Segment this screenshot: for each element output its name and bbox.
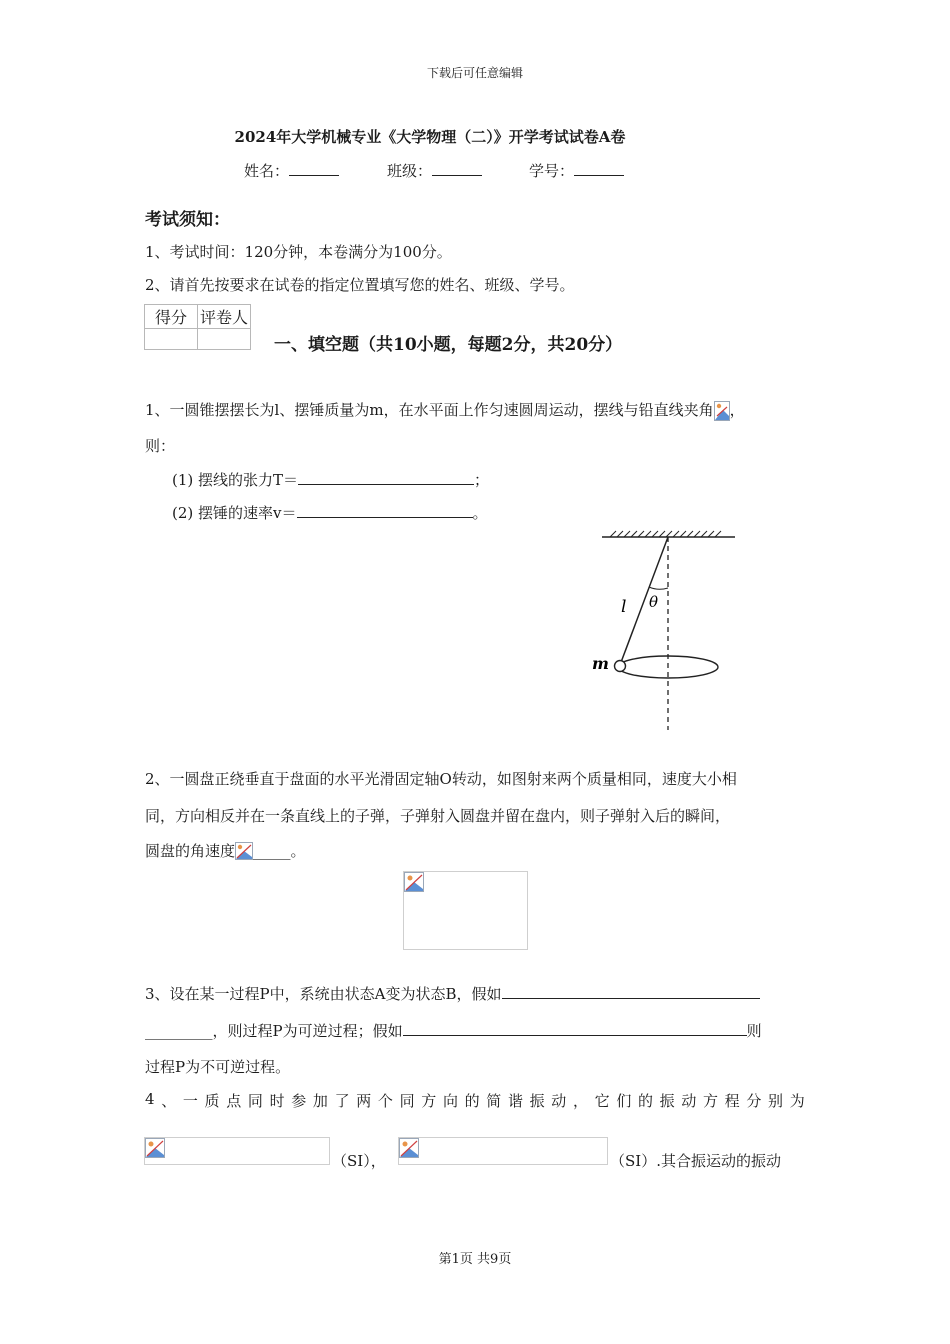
q4-line1 [145, 1090, 805, 1111]
broken-image-icon [714, 401, 730, 421]
q3-blank-3 [403, 1021, 747, 1036]
notice-item: 2、请首先按要求在试卷的指定位置填写您的姓名、班级、学号。 [145, 276, 575, 294]
q1-stem [145, 399, 745, 421]
page-number: 第1页 共9页 [438, 1252, 512, 1267]
q3-line2-end: 则 [746, 1022, 762, 1040]
q2-line2: 同，方向相反并在一条直线上的子弹，子弹射入圆盘并留在盘内，则子弹射入后的瞬间， [145, 807, 731, 825]
name-blank [289, 161, 339, 176]
q4-char: 它 [594, 1092, 610, 1110]
score-cell [145, 329, 198, 350]
q4-char: 分 [746, 1092, 762, 1110]
q3-blank-2: _________ [145, 1022, 213, 1040]
q2-line3-text: 圆盘的角速度 [145, 842, 236, 860]
broken-image-icon [145, 1138, 165, 1158]
id-label: 学号： [529, 162, 575, 180]
class-label: 班级： [387, 162, 433, 180]
q4-char: 向 [442, 1092, 458, 1110]
student-id-field [529, 160, 624, 181]
grader-header: 评卷人 [198, 305, 251, 329]
q3-line1 [145, 983, 760, 1004]
q1-part1-end: ； [474, 471, 490, 489]
q4-char: 、 [161, 1092, 177, 1110]
conical-pendulum-figure [580, 525, 750, 735]
header-note: 下载后可任意编辑 [426, 66, 523, 80]
q4-char: 振 [529, 1092, 545, 1110]
q4-char: 动 [681, 1092, 697, 1110]
equation-2-placeholder [398, 1137, 608, 1165]
q4-char: 的 [637, 1092, 653, 1110]
q4-char: 加 [312, 1092, 328, 1110]
exam-title: 2024年大学机械专业《大学物理（二）》开学考试试卷A卷 [234, 128, 626, 146]
notice-item: 1、考试时间：120分钟，本卷满分为100分。 [145, 243, 452, 261]
q4-char: 振 [659, 1092, 675, 1110]
broken-image-icon [399, 1138, 419, 1158]
id-blank [574, 161, 624, 176]
q4-char: 的 [464, 1092, 480, 1110]
q4-char: 同 [247, 1092, 263, 1110]
q4-char: 参 [291, 1092, 307, 1110]
q4-char: 们 [616, 1092, 632, 1110]
q1-part1 [172, 469, 489, 490]
q1-part2-text: (2) 摆锤的速率v＝ [172, 504, 297, 522]
name-label: 姓名： [244, 162, 290, 180]
notice-heading: 考试须知： [145, 210, 230, 230]
q1-stem-text: 1、一圆锥摆摆长为l、摆锤质量为m，在水平面上作匀速圆周运动，摆线与铅直线夹角 [145, 401, 714, 419]
q4-char: 谐 [507, 1092, 523, 1110]
q2-line3-end: _____。 [253, 842, 306, 860]
q4-char: 一 [182, 1092, 198, 1110]
grader-cell [198, 329, 251, 350]
class-field [387, 160, 482, 181]
q2-line1: 2、一圆盘正绕垂直于盘面的水平光滑固定轴O转动，如图射来两个质量相同，速度大小相 [145, 770, 737, 788]
q4-char: 个 [377, 1092, 393, 1110]
q3-blank-1 [502, 984, 760, 999]
score-header: 得分 [145, 305, 198, 329]
q4-char: 方 [703, 1092, 719, 1110]
q4-char: 时 [269, 1092, 285, 1110]
class-blank [432, 161, 482, 176]
q4-char: 了 [334, 1092, 350, 1110]
q3-line3: 过程P为不可逆过程。 [145, 1058, 291, 1076]
q1-part2-blank [297, 503, 473, 518]
q4-char: 质 [204, 1092, 220, 1110]
q4-char: 同 [399, 1092, 415, 1110]
pendulum-string [620, 537, 668, 665]
section-title: 一、填空题（共10小题，每题2分，共20分） [274, 335, 623, 355]
length-label: l [621, 597, 627, 617]
q4-char: ， [572, 1092, 588, 1110]
q1-part2-end: 。 [472, 504, 488, 522]
q4-char: 简 [486, 1092, 502, 1110]
pendulum-bob [615, 661, 626, 672]
q3-line2 [145, 1020, 762, 1041]
score-table [144, 304, 251, 350]
q4-char: 两 [356, 1092, 372, 1110]
q1-part1-blank [298, 470, 474, 485]
q4-char: 点 [226, 1092, 242, 1110]
angle-arc [649, 587, 668, 589]
q4-si-1: （SI）， [332, 1152, 386, 1170]
q1-stem2: 则： [145, 437, 176, 455]
q3-line2-text: ，则过程P为可逆过程；假如 [212, 1022, 403, 1040]
q4-char: 4 [145, 1090, 155, 1108]
q3-line1-text: 3、设在某一过程P中，系统由状态A变为状态B，假如 [145, 985, 502, 1003]
mass-label: m [592, 654, 609, 673]
q1-part2 [172, 502, 488, 523]
q4-si-2: （SI）.其合振运动的振动 [610, 1152, 781, 1170]
disk-figure-placeholder [403, 871, 528, 950]
q4-char: 别 [768, 1092, 784, 1110]
equation-1-placeholder [144, 1137, 330, 1165]
q2-line3 [145, 840, 306, 862]
q4-char: 为 [789, 1092, 805, 1110]
q1-stem-end: ， [729, 401, 745, 419]
ceiling-hatching [610, 531, 721, 537]
broken-image-icon [235, 842, 253, 862]
broken-image-icon [404, 872, 424, 892]
name-field [244, 160, 339, 181]
q4-char: 方 [421, 1092, 437, 1110]
q1-part1-text: (1) 摆线的张力T＝ [172, 471, 299, 489]
q4-char: 程 [724, 1092, 740, 1110]
angle-label: θ [649, 593, 659, 611]
q4-char: 动 [551, 1092, 567, 1110]
